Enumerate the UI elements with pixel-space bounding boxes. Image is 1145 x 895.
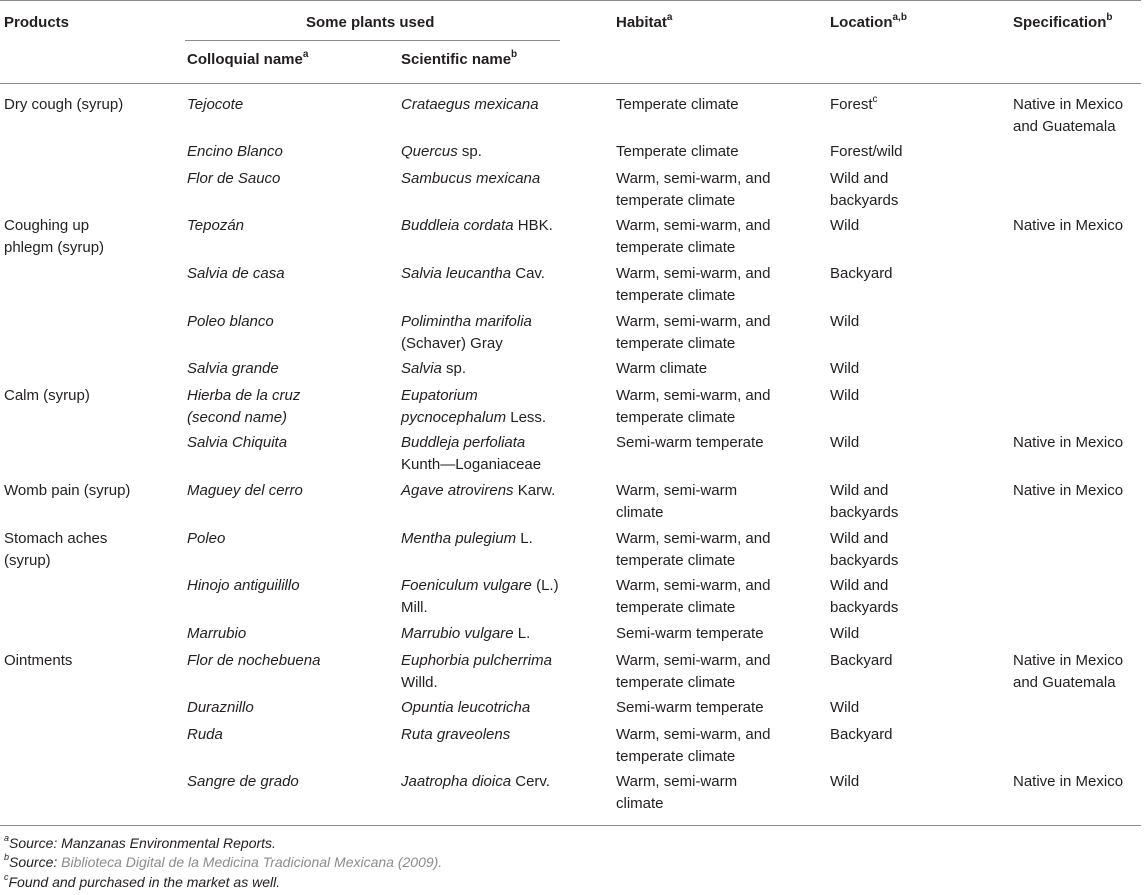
location-cell-line: Wild and xyxy=(830,577,889,594)
footnote-mark: c xyxy=(4,872,9,883)
product-cell-line: Stomach aches xyxy=(4,530,108,547)
colloquial-name-cell-line: Hierba de la cruz xyxy=(187,387,301,404)
scientific-name-author: Kunth—Loganiaceae xyxy=(401,455,542,473)
habitat-cell xyxy=(616,358,707,380)
footnote-text: Found and purchased in the market as well. xyxy=(8,874,281,890)
scientific-name-italic: Opuntia leucotricha xyxy=(401,699,531,716)
scientific-name-cell xyxy=(401,141,482,163)
habitat-cell-line: Warm, semi-warm, and xyxy=(616,726,771,743)
scientific-name-italic: Euphorbia pulcherrima xyxy=(401,652,552,669)
specification-cell xyxy=(1013,771,1123,793)
location-cell-line: Wild xyxy=(830,625,860,642)
scientific-name-italic: Mentha pulegium xyxy=(401,530,517,547)
scientific-name-italic: Crataegus mexicana xyxy=(401,96,539,113)
header-location: Location$^{a,b}$ xyxy=(830,12,907,31)
group-rule xyxy=(185,40,560,41)
scientific-name-author: HBK. xyxy=(513,217,553,234)
location-cell-line: Wild xyxy=(830,773,860,790)
colloquial-name-cell-line: Ruda xyxy=(187,726,223,743)
scientific-name-italic: Polimintha marifolia xyxy=(401,313,532,330)
scientific-name-cell xyxy=(401,697,530,719)
scientific-name-line xyxy=(401,672,552,694)
colloquial-name-cell-line: Tepozán xyxy=(187,217,244,234)
specification-cell xyxy=(1013,94,1123,137)
scientific-name-line xyxy=(401,94,539,116)
scientific-name-line xyxy=(401,454,541,476)
habitat-cell-line: Warm, semi-warm, and xyxy=(616,652,771,669)
scientific-name-line xyxy=(401,263,545,285)
location-cell xyxy=(830,94,878,116)
location-cell-line: Backyard xyxy=(830,726,893,743)
habitat-cell xyxy=(616,168,770,211)
scientific-name-cell xyxy=(401,385,546,428)
specification-cell-line: Native in Mexico xyxy=(1013,652,1124,669)
location-cell-line: Wild xyxy=(830,387,860,404)
scientific-name-line xyxy=(401,215,553,237)
colloquial-name-cell xyxy=(187,94,243,116)
location-cell-line: Wild xyxy=(830,313,860,330)
habitat-cell xyxy=(616,528,770,571)
location-cell xyxy=(830,650,893,672)
colloquial-name-cell-line: Encino Blanco xyxy=(187,143,283,160)
specification-cell-line: Native in Mexico xyxy=(1013,482,1124,499)
colloquial-name-cell xyxy=(187,358,279,380)
location-cell xyxy=(830,575,898,618)
habitat-cell-line: Warm, semi-warm, and xyxy=(616,265,771,282)
habitat-cell-line: climate xyxy=(616,503,664,521)
colloquial-name-cell xyxy=(187,168,280,190)
product-cell xyxy=(4,94,123,116)
location-cell-line: Wild xyxy=(830,217,860,234)
location-cell-line: Backyard xyxy=(830,265,893,282)
habitat-cell xyxy=(616,480,737,523)
habitat-cell xyxy=(616,623,764,645)
scientific-name-author: L. xyxy=(513,625,531,642)
scientific-name-line xyxy=(401,724,510,746)
scientific-name-italic: Foeniculum vulgare xyxy=(401,577,532,594)
colloquial-name-cell-line: Salvia grande xyxy=(187,360,279,377)
specification-cell xyxy=(1013,650,1123,693)
footnote xyxy=(4,834,276,852)
product-cell-line: Dry cough (syrup) xyxy=(4,96,124,113)
habitat-cell-line: Warm, semi-warm xyxy=(616,773,738,790)
header-habitat: Habitat$^a$ xyxy=(616,12,673,31)
scientific-name-author: L. xyxy=(516,530,533,547)
colloquial-name-cell xyxy=(187,480,303,502)
scientific-name-italic: Sambucus mexicana xyxy=(401,170,541,187)
product-cell-line: (syrup) xyxy=(4,551,51,569)
colloquial-name-cell-line: Duraznillo xyxy=(187,699,254,716)
scientific-name-line xyxy=(401,575,559,597)
footnote-text: Source: xyxy=(9,854,62,870)
scientific-name-author: Cerv. xyxy=(511,773,550,790)
scientific-name-italic: Salvia xyxy=(401,360,442,377)
habitat-cell xyxy=(616,94,739,116)
habitat-cell-line: climate xyxy=(616,794,664,812)
habitat-cell xyxy=(616,724,770,767)
location-footnote-mark: c xyxy=(872,94,878,105)
location-cell-line: Backyard xyxy=(830,652,893,669)
location-cell-line: Wild and xyxy=(830,170,889,187)
scientific-name-author: Karw. xyxy=(513,482,556,499)
top-rule xyxy=(0,0,1141,1)
scientific-name-author: (Schaver) Gray xyxy=(401,334,503,352)
colloquial-name-cell-line: Salvia Chiquita xyxy=(187,434,288,451)
colloquial-name-cell-line: (second name) xyxy=(187,408,288,426)
location-cell-line: Wild and xyxy=(830,482,889,499)
location-cell xyxy=(830,168,898,211)
location-cell xyxy=(830,623,859,645)
scientific-name-author: Less. xyxy=(506,408,547,426)
scientific-name-cell xyxy=(401,263,545,285)
colloquial-name-cell xyxy=(187,528,225,550)
location-cell-line: Wild xyxy=(830,360,860,377)
scientific-name-line xyxy=(401,385,546,407)
habitat-cell-line: temperate climate xyxy=(616,334,736,352)
location-cell xyxy=(830,432,859,454)
scientific-name-cell xyxy=(401,432,541,475)
location-cell xyxy=(830,311,859,333)
location-cell xyxy=(830,480,898,523)
scientific-name-cell xyxy=(401,623,530,645)
colloquial-name-cell xyxy=(187,432,287,454)
scientific-name-italic: Eupatorium xyxy=(401,387,478,404)
habitat-cell-line: temperate climate xyxy=(616,238,736,256)
scientific-name-italic: Agave atrovirens xyxy=(401,482,514,499)
habitat-cell xyxy=(616,650,770,693)
habitat-cell xyxy=(616,215,770,258)
specification-cell-line: and Guatemala xyxy=(1013,117,1116,135)
header-some-plants: Some plants used xyxy=(306,14,435,31)
habitat-cell xyxy=(616,385,770,428)
scientific-name-italic: Marrubio vulgare xyxy=(401,625,514,642)
location-cell-line: Forest$^c$ xyxy=(830,94,878,113)
scientific-name-cell xyxy=(401,650,552,693)
header-rule xyxy=(0,83,1141,84)
specification-cell-line: Native in Mexico xyxy=(1013,217,1124,234)
scientific-name-author: Cav. xyxy=(511,265,545,282)
habitat-cell-line: Warm, semi-warm, and xyxy=(616,313,771,330)
scientific-name-line xyxy=(401,358,466,380)
scientific-name-italic: Quercus xyxy=(401,143,458,160)
colloquial-name-cell-line: Tejocote xyxy=(187,96,244,113)
specification-cell-line: Native in Mexico xyxy=(1013,434,1124,451)
scientific-name-cell xyxy=(401,528,533,550)
colloquial-name-cell xyxy=(187,771,299,793)
bottom-rule xyxy=(0,825,1141,826)
scientific-name-line xyxy=(401,771,550,793)
product-cell xyxy=(4,215,104,258)
scientific-name-line xyxy=(401,333,532,355)
colloquial-name-cell-line: Hinojo antiguilillo xyxy=(187,577,300,594)
scientific-name-cell xyxy=(401,311,532,354)
colloquial-name-cell-line: Salvia de casa xyxy=(187,265,285,282)
colloquial-name-cell-line: Flor de Sauco xyxy=(187,170,281,187)
scientific-name-author: Willd. xyxy=(401,673,438,691)
habitat-cell-line: Warm, semi-warm xyxy=(616,482,738,499)
header-colloquial: Colloquial name$^a$ xyxy=(187,49,309,68)
scientific-name-author: Mill. xyxy=(401,598,428,616)
product-cell xyxy=(4,385,90,407)
product-cell xyxy=(4,480,130,502)
scientific-name-line xyxy=(401,480,555,502)
colloquial-name-cell xyxy=(187,650,320,672)
location-cell-line: Wild xyxy=(830,699,860,716)
footnote xyxy=(4,853,442,871)
product-cell-line: Womb pain (syrup) xyxy=(4,482,131,499)
scientific-name-cell xyxy=(401,168,540,190)
location-cell-line: backyards xyxy=(830,503,899,521)
footnote-mark: a xyxy=(4,833,10,844)
scientific-name-line xyxy=(401,623,530,645)
location-cell-line: Forest/wild xyxy=(830,143,903,160)
scientific-name-italic: Ruta graveolens xyxy=(401,726,511,743)
colloquial-name-cell-line: Poleo blanco xyxy=(187,313,274,330)
colloquial-name-cell xyxy=(187,215,244,237)
scientific-name-italic: Buddleja perfoliata xyxy=(401,434,526,451)
scientific-name-line xyxy=(401,650,552,672)
colloquial-name-cell xyxy=(187,385,300,428)
colloquial-name-cell xyxy=(187,724,223,746)
habitat-cell-line: Warm, semi-warm, and xyxy=(616,170,771,187)
location-cell-line: backyards xyxy=(830,551,899,569)
habitat-cell-line: temperate climate xyxy=(616,598,736,616)
specification-cell xyxy=(1013,432,1123,454)
scientific-name-line xyxy=(401,311,532,333)
scientific-name-italic: Jaatropha dioica xyxy=(401,773,512,790)
habitat-cell xyxy=(616,575,770,618)
location-cell-line: Wild xyxy=(830,434,860,451)
scientific-name-author: (L.) xyxy=(531,577,559,594)
colloquial-name-cell-line: Sangre de grado xyxy=(187,773,299,790)
scientific-name-line xyxy=(401,168,540,190)
scientific-name-line xyxy=(401,697,530,719)
header-products: Products xyxy=(4,14,70,31)
location-cell-line: backyards xyxy=(830,191,899,209)
scientific-name-cell xyxy=(401,94,539,116)
product-cell-line: phlegm (syrup) xyxy=(4,238,105,256)
location-cell xyxy=(830,358,859,380)
habitat-cell-line: Semi-warm temperate xyxy=(616,434,764,451)
location-cell xyxy=(830,528,898,571)
location-cell-line: backyards xyxy=(830,598,899,616)
scientific-name-line xyxy=(401,141,482,163)
habitat-cell xyxy=(616,771,737,814)
specification-cell-line: Native in Mexico xyxy=(1013,96,1124,113)
habitat-cell xyxy=(616,311,770,354)
habitat-cell-line: Semi-warm temperate xyxy=(616,625,764,642)
footnote-mark: b xyxy=(4,852,10,863)
colloquial-name-cell xyxy=(187,311,274,333)
header-specification: Specification$^b$ xyxy=(1013,12,1113,31)
location-cell xyxy=(830,385,859,407)
habitat-cell xyxy=(616,263,770,306)
habitat-cell-line: temperate climate xyxy=(616,673,736,691)
scientific-name-cell xyxy=(401,724,510,746)
specification-cell-line: and Guatemala xyxy=(1013,673,1116,691)
habitat-cell-line: Temperate climate xyxy=(616,96,739,113)
specification-cell xyxy=(1013,480,1123,502)
colloquial-name-cell xyxy=(187,141,283,163)
scientific-name-italic: Buddleia cordata xyxy=(401,217,514,234)
location-cell xyxy=(830,263,893,285)
location-cell xyxy=(830,697,859,719)
header-scientific: Scientific name$^b$ xyxy=(401,49,518,68)
location-cell-line: Wild and xyxy=(830,530,889,547)
colloquial-name-cell-line: Marrubio xyxy=(187,625,247,642)
habitat-cell xyxy=(616,697,764,719)
habitat-cell-line: Warm climate xyxy=(616,360,708,377)
habitat-cell-line: temperate climate xyxy=(616,551,736,569)
scientific-name-cell xyxy=(401,575,559,618)
habitat-cell-line: Warm, semi-warm, and xyxy=(616,530,771,547)
scientific-name-italic: Salvia leucantha xyxy=(401,265,512,282)
location-cell xyxy=(830,771,859,793)
habitat-cell xyxy=(616,141,739,163)
product-cell-line: Ointments xyxy=(4,652,73,669)
footnote xyxy=(4,873,280,891)
scientific-name-author: sp. xyxy=(457,143,482,160)
specification-cell xyxy=(1013,215,1123,237)
colloquial-name-cell xyxy=(187,263,285,285)
habitat-cell-line: Warm, semi-warm, and xyxy=(616,217,771,234)
footnote-text: Source: Manzanas Environmental Reports. xyxy=(9,835,276,851)
product-cell xyxy=(4,650,72,672)
colloquial-name-cell-line: Maguey del cerro xyxy=(187,482,303,499)
habitat-cell-line: temperate climate xyxy=(616,286,736,304)
scientific-name-author: sp. xyxy=(441,360,467,377)
scientific-name-line xyxy=(401,407,546,429)
scientific-name-cell xyxy=(401,480,555,502)
habitat-cell-line: Temperate climate xyxy=(616,143,739,160)
colloquial-name-cell-line: Flor de nochebuena xyxy=(187,652,321,669)
product-cell xyxy=(4,528,107,571)
habitat-cell-line: Warm, semi-warm, and xyxy=(616,387,771,404)
scientific-name-cell xyxy=(401,215,553,237)
location-cell xyxy=(830,215,859,237)
colloquial-name-cell xyxy=(187,575,300,597)
scientific-name-cell xyxy=(401,358,466,380)
footnote-citation-link[interactable]: Biblioteca Digital de la Medicina Tradicional Mexicana (2009). xyxy=(61,854,443,870)
scientific-name-line xyxy=(401,528,533,550)
colloquial-name-cell-line: Poleo xyxy=(187,530,226,547)
habitat-cell xyxy=(616,432,764,454)
habitat-cell-line: temperate climate xyxy=(616,191,736,209)
colloquial-name-cell xyxy=(187,623,246,645)
habitat-cell-line: Semi-warm temperate xyxy=(616,699,764,716)
scientific-name-line xyxy=(401,432,541,454)
scientific-name-cell xyxy=(401,771,550,793)
colloquial-name-cell xyxy=(187,697,254,719)
location-cell xyxy=(830,141,903,163)
product-cell-line: Coughing up xyxy=(4,217,90,234)
specification-cell-line: Native in Mexico xyxy=(1013,773,1124,790)
location-cell xyxy=(830,724,893,746)
habitat-cell-line: Warm, semi-warm, and xyxy=(616,577,771,594)
habitat-cell-line: temperate climate xyxy=(616,747,736,765)
scientific-name-italic: pycnocephalum xyxy=(401,408,507,426)
product-cell-line: Calm (syrup) xyxy=(4,387,90,404)
habitat-cell-line: temperate climate xyxy=(616,408,736,426)
scientific-name-line xyxy=(401,597,559,619)
